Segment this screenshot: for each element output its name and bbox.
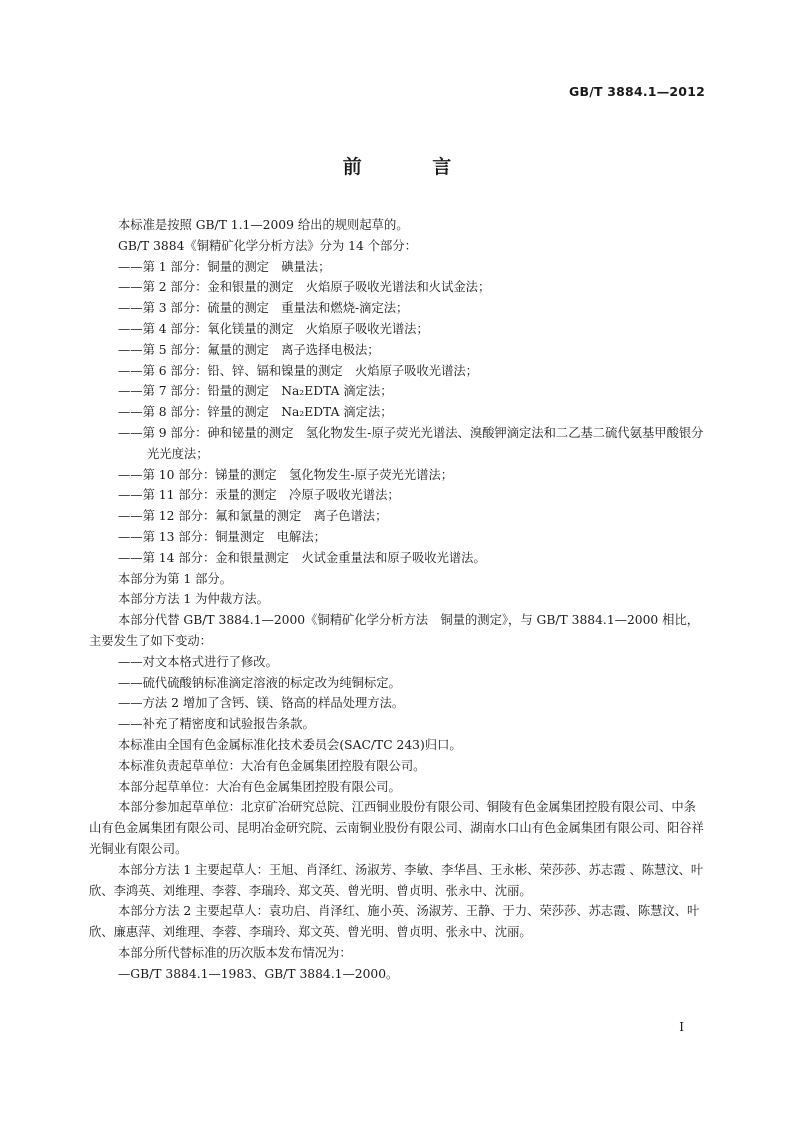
paragraph: 本部分起草单位：大冶有色金属集团控股有限公司。 (118, 779, 401, 794)
paragraph: —GB/T 3884.1—1983、GB/T 3884.1—2000。 (118, 966, 399, 981)
part-item: ——第 12 部分：氟和氯量的测定 离子色谱法； (118, 509, 388, 524)
change-item: ——方法 2 增加了含钙、镁、铬高的样品处理方法。 (118, 696, 405, 711)
foreword-body (89, 215, 707, 984)
paragraph: 本部分为第 1 部分。 (118, 571, 233, 586)
part-item: ——第 2 部分：金和银量的测定 火焰原子吸收光谱法和火试金法； (118, 280, 491, 295)
change-item: ——补充了精密度和试验报告条款。 (118, 717, 315, 732)
part-item: ——第 8 部分：锌量的测定 Na₂EDTA 滴定法； (118, 405, 393, 420)
part-item: ——第 6 部分：铅、锌、镉和镍量的测定 火焰原子吸收光谱法； (118, 363, 478, 378)
part-item: ——第 5 部分：氟量的测定 离子选择电极法； (118, 342, 380, 357)
page-title: 前 言 (342, 156, 484, 178)
part-item: ——第 14 部分：金和银量测定 火试金重量法和原子吸收光谱法。 (118, 550, 486, 565)
paragraph: 本部分方法 2 主要起草人：袁功启、肖泽红、施小英、汤淑芳、王静、于力、荣莎莎、苏志霞、陈慧汶、叶欣、廉惠萍、刘维理、李蓉、李瑞玲、郑文英、曾光明、曾贞明、张永中、沈丽。 (89, 904, 700, 940)
paragraph: 本部分所代替标准的历次版本发布情况为： (118, 945, 352, 960)
change-item: ——对文本格式进行了修改。 (118, 654, 278, 669)
change-item: ——硫代硫酸钠标准滴定溶液的标定改为纯铜标定。 (118, 675, 401, 690)
part-item: ——第 1 部分：铜量的测定 碘量法； (118, 259, 331, 274)
part-item: ——第 3 部分：硫量的测定 重量法和燃烧-滴定法； (118, 301, 409, 316)
page-number: I (679, 1020, 684, 1034)
part-item: ——第 10 部分：锑量的测定 氢化物发生-原子荧光光谱法； (118, 467, 454, 482)
part-item: ——第 7 部分：铅量的测定 Na₂EDTA 滴定法； (118, 384, 393, 399)
paragraph: 本标准负责起草单位：大冶有色金属集团控股有限公司。 (118, 758, 426, 773)
part-item: ——第 13 部分：铜量测定 电解法； (118, 529, 326, 544)
paragraph: 本部分参加起草单位：北京矿冶研究总院、江西铜业股份有限公司、铜陵有色金属集团控股有限公司、中条山有色金属集团有限公司、昆明冶金研究院、云南铜业股份有限公司、湖南水口山有色金属集团有限公司、阳谷祥光铜业有限公司。 (89, 800, 704, 856)
paragraph: 本标准由全国有色金属标准化技术委员会(SAC/TC 243)归口。 (118, 737, 462, 752)
paragraph: 本部分代替 GB/T 3884.1—2000《铜精矿化学分析方法 铜量的测定》，与 GB/T 3884.1—2000 相比，主要发生了如下变动： (89, 613, 700, 648)
paragraph: 本部分方法 1 主要起草人：王旭、肖泽红、汤淑芳、李敏、李华昌、王永彬、荣莎莎、苏志霞 、陈慧汶、叶欣、李鸿英、刘维理、李蓉、李瑞玲、郑文英、曾光明、曾贞明、张永中、沈丽。 (89, 862, 704, 898)
paragraph: 本部分方法 1 为仲裁方法。 (118, 592, 269, 607)
part-item: ——第 11 部分：汞量的测定 冷原子吸收光谱法； (118, 488, 400, 503)
standard-code: GB/T 3884.1—2012 (569, 84, 705, 99)
part-item: ——第 9 部分：砷和铋量的测定 氢化物发生-原子荧光光谱法、溴酸钾滴定法和二乙基二硫代氨基甲酸银分光光度法； (118, 425, 704, 461)
paragraph: 本标准是按照 GB/T 1.1—2009 给出的规则起草的。 (118, 218, 409, 232)
part-item: ——第 4 部分：氧化镁量的测定 火焰原子吸收光谱法； (118, 321, 429, 336)
paragraph: GB/T 3884《铜精矿化学分析方法》分为 14 个部分： (118, 238, 417, 253)
